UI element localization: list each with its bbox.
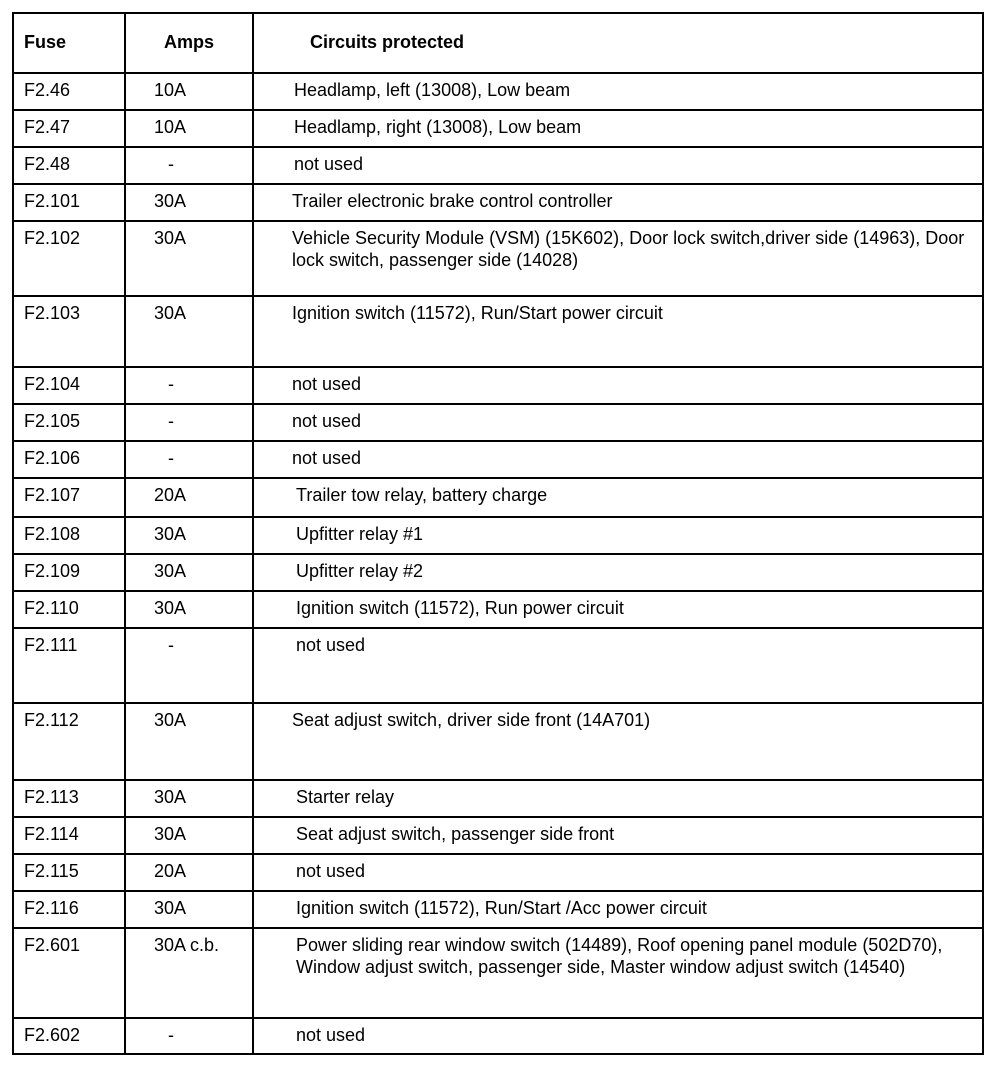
amps-cell: 10A [125,73,253,110]
circuit-cell: Trailer tow relay, battery charge [253,478,983,517]
fuse-cell: F2.48 [13,147,125,184]
table-row [13,891,983,928]
circuit-cell: Seat adjust switch, passenger side front [253,817,983,854]
amps-cell: 30A [125,554,253,591]
fuse-cell: F2.47 [13,110,125,147]
table-row [13,928,983,1018]
fuse-cell: F2.107 [13,478,125,517]
amps-cell: 30A [125,817,253,854]
circuit-cell: Headlamp, right (13008), Low beam [253,110,983,147]
fuse-cell: F2.114 [13,817,125,854]
fuse-cell: F2.102 [13,221,125,296]
fuse-cell: F2.116 [13,891,125,928]
header-amps: Amps [125,13,253,73]
circuit-cell: Starter relay [253,780,983,817]
circuit-cell: Ignition switch (11572), Run power circuit [253,591,983,628]
amps-cell: 30A c.b. [125,928,253,1018]
table-row [13,591,983,628]
table-row [13,221,983,296]
circuit-cell: Upfitter relay #1 [253,517,983,554]
table-row [13,703,983,780]
amps-cell: 30A [125,296,253,367]
circuit-cell: not used [253,367,983,404]
table-row [13,73,983,110]
table-row [13,296,983,367]
amps-cell: - [125,147,253,184]
table-row [13,554,983,591]
amps-cell: 10A [125,110,253,147]
amps-cell: 20A [125,854,253,891]
fuse-cell: F2.112 [13,703,125,780]
table-row [13,110,983,147]
fuse-cell: F2.602 [13,1018,125,1054]
amps-cell: - [125,404,253,441]
header-circuits: Circuits protected [253,13,983,73]
circuit-cell: Headlamp, left (13008), Low beam [253,73,983,110]
circuit-cell: not used [253,854,983,891]
table-row [13,441,983,478]
amps-cell: 30A [125,703,253,780]
circuit-cell: Seat adjust switch, driver side front (14A701) [253,703,983,780]
fuse-cell: F2.109 [13,554,125,591]
table-row [13,147,983,184]
fuse-cell: F2.106 [13,441,125,478]
amps-cell: - [125,628,253,703]
amps-cell: 20A [125,478,253,517]
circuit-cell: not used [253,404,983,441]
circuit-cell: not used [253,1018,983,1054]
circuit-cell: Ignition switch (11572), Run/Start /Acc power circuit [253,891,983,928]
table-row [13,628,983,703]
amps-cell: - [125,367,253,404]
amps-cell: 30A [125,591,253,628]
circuit-cell: Trailer electronic brake control controller [253,184,983,221]
circuit-cell: not used [253,628,983,703]
fuse-cell: F2.111 [13,628,125,703]
table-row [13,817,983,854]
table-row [13,780,983,817]
table-row [13,184,983,221]
amps-cell: - [125,441,253,478]
header-fuse: Fuse [13,13,125,73]
fuse-cell: F2.108 [13,517,125,554]
fuse-cell: F2.104 [13,367,125,404]
circuit-cell: not used [253,147,983,184]
amps-cell: 30A [125,780,253,817]
fuse-cell: F2.110 [13,591,125,628]
circuit-cell: Power sliding rear window switch (14489), Roof opening panel module (502D70), Window adjust switch, passenger side, Master window adjust switch (14540) [253,928,983,1018]
amps-cell: 30A [125,221,253,296]
amps-cell: 30A [125,517,253,554]
table-header-row [13,13,983,73]
fuse-cell: F2.103 [13,296,125,367]
fuse-cell: F2.101 [13,184,125,221]
circuit-cell: Ignition switch (11572), Run/Start power circuit [253,296,983,367]
circuit-cell: Upfitter relay #2 [253,554,983,591]
amps-cell: 30A [125,184,253,221]
table-row [13,854,983,891]
fuse-cell: F2.105 [13,404,125,441]
fuse-cell: F2.115 [13,854,125,891]
circuit-cell: not used [253,441,983,478]
table-row [13,1018,983,1054]
amps-cell: - [125,1018,253,1054]
fuse-cell: F2.113 [13,780,125,817]
table-row [13,517,983,554]
amps-cell: 30A [125,891,253,928]
table-row [13,404,983,441]
fuse-table [12,12,984,1055]
fuse-cell: F2.601 [13,928,125,1018]
circuit-cell: Vehicle Security Module (VSM) (15K602), Door lock switch,driver side (14963), Door lock switch, passenger side (14028) [253,221,983,296]
fuse-cell: F2.46 [13,73,125,110]
table-row [13,367,983,404]
table-row [13,478,983,517]
